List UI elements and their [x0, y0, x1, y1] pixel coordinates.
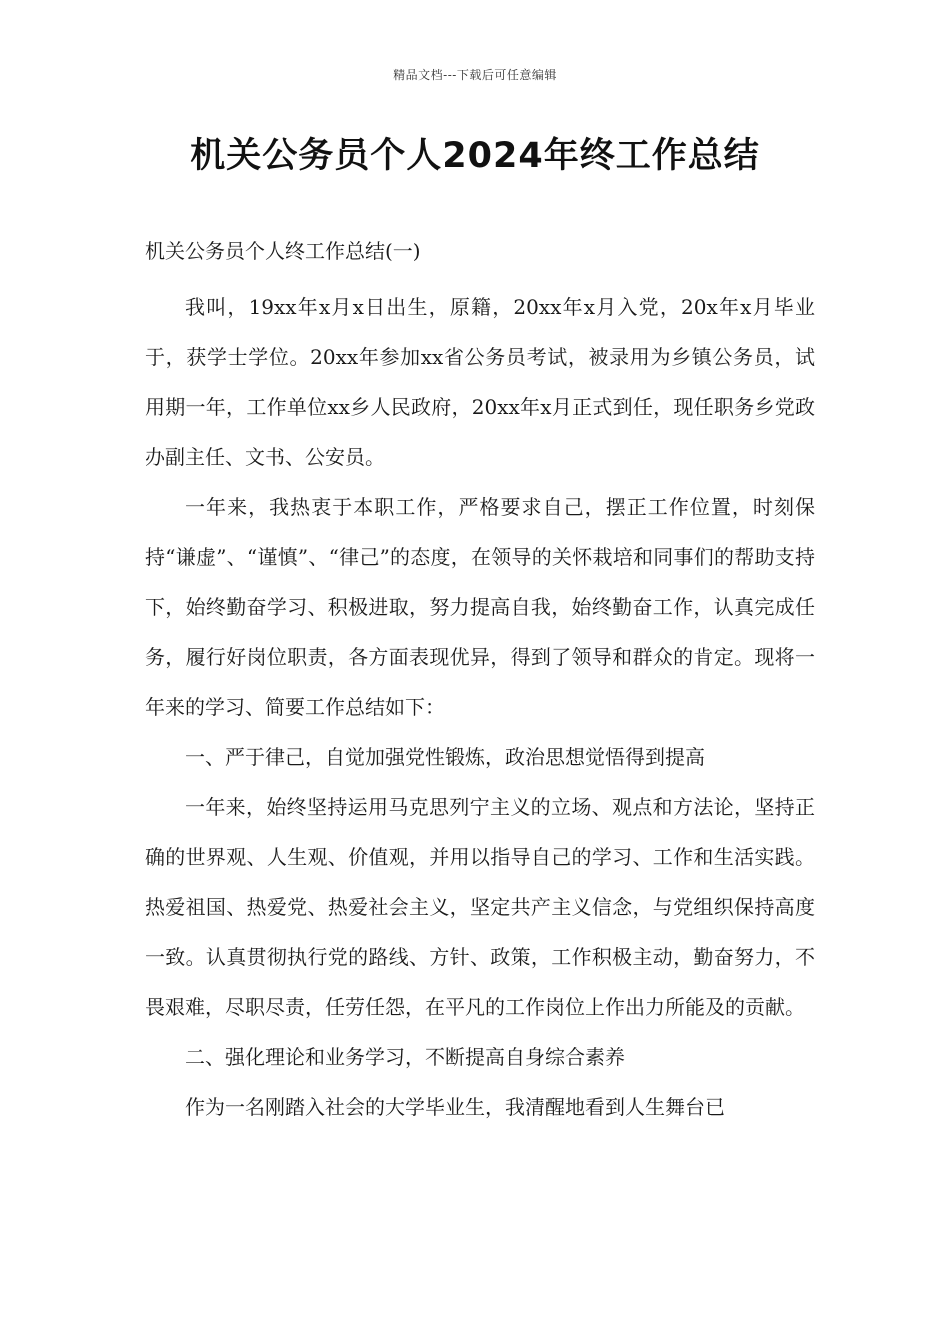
section-heading-1: 一、严于律己，自觉加强党性锻炼，政治思想觉悟得到提高: [185, 745, 705, 769]
header-note: 精品文档---下载后可任意编辑: [393, 68, 557, 82]
document-body: [145, 232, 815, 1132]
paragraph-overview: 一年来，我热衷于本职工作，严格要求自己，摆正工作位置，时刻保持“谦虚”、“谨慎”、“律己”的态度，在领导的关怀栽培和同事们的帮助支持下，始终勤奋学习、积极进取，努力提高自我，始终勤奋工作，认真完成任务，履行好岗位职责，各方面表现优异，得到了领导和群众的肯定。现将一年来的学习、简要工作总结如下：: [145, 495, 815, 719]
paragraph-study: 作为一名刚踏入社会的大学毕业生，我清醒地看到人生舞台已: [185, 1095, 725, 1119]
section-subtitle: 机关公务员个人终工作总结(一): [145, 239, 421, 263]
paragraph-personal-info: 我叫，19xx年x月x日出生，原籍，20xx年x月入党，20x年x月毕业于，获学士学位。20xx年参加xx省公务员考试，被录用为乡镇公务员，试用期一年，工作单位xx乡人民政府，20xx年x月正式到任，现任职务乡党政办副主任、文书、公安员。: [145, 295, 815, 469]
paragraph-political: 一年来，始终坚持运用马克思列宁主义的立场、观点和方法论，坚持正确的世界观、人生观、价值观，并用以指导自己的学习、工作和生活实践。热爱祖国、热爱党、热爱社会主义，坚定共产主义信念，与党组织保持高度一致。认真贯彻执行党的路线、方针、政策，工作积极主动，勤奋努力，不畏艰难，尽职尽责，任劳任怨，在平凡的工作岗位上作出力所能及的贡献。: [145, 795, 815, 1019]
document-title: 机关公务员个人2024年终工作总结: [190, 136, 760, 176]
section-heading-2: 二、强化理论和业务学习，不断提高自身综合素养: [185, 1045, 625, 1069]
